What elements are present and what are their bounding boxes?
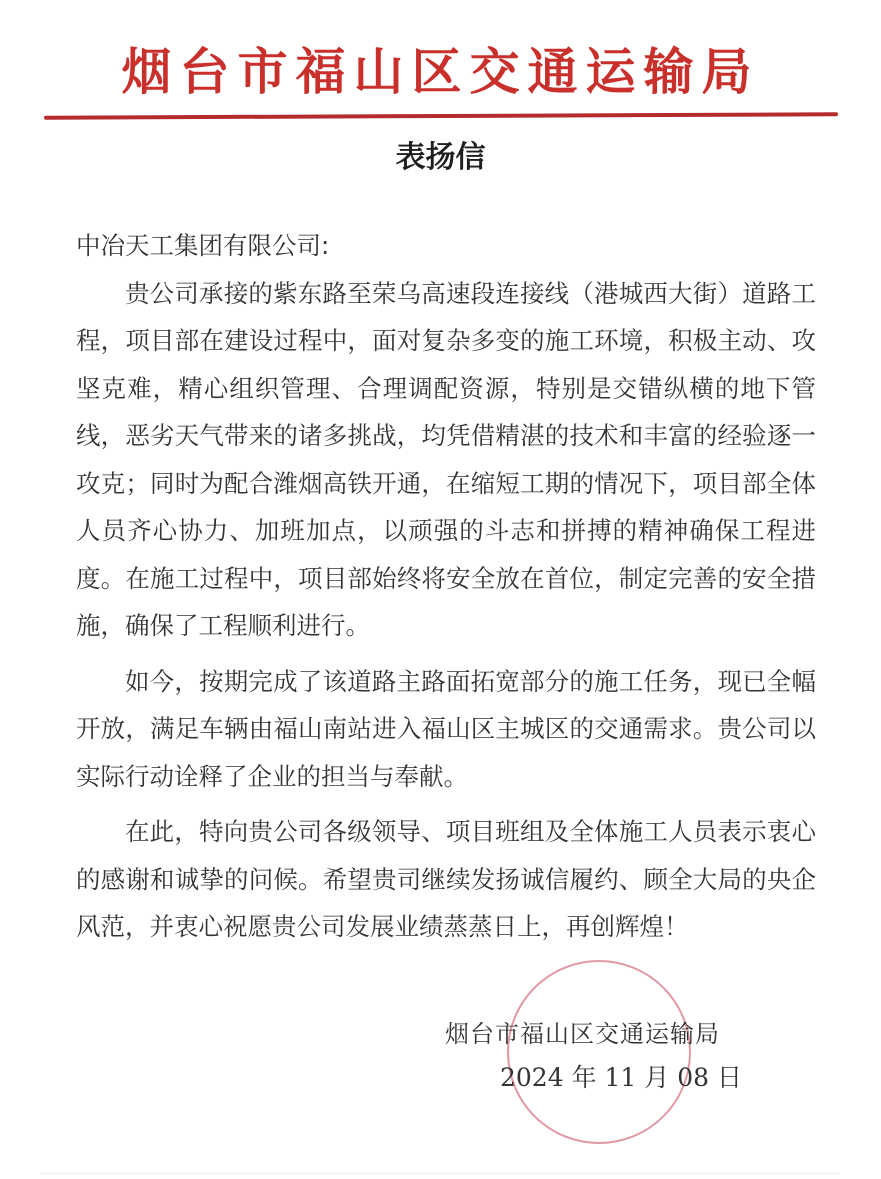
letter-body (76, 222, 816, 951)
salutation: 中冶天工集团有限公司: (76, 231, 330, 260)
letterhead-org-name: 烟台市福山区交通运输局 (121, 42, 760, 101)
signature-org-name: 烟台市福山区交通运输局 (445, 1020, 720, 1048)
paragraph-1: 贵公司承接的紫东路至荣乌高速段连接线（港城西大街）道路工程，项目部在建设过程中，面对复杂多变的施工环境，积极主动、攻坚克难，精心组织管理、合理调配资源，特别是交错纵横的地下管线，恶劣天气带来的诸多挑战，均凭借精湛的技术和丰富的经验逐一攻克；同时为配合潍烟高铁开通，在缩短工期的情况下，项目部全体人员齐心协力、加班加点，以顽强的斗志和拼搏的精神确保工程进度。在施工过程中，项目部始终将安全放在首位，制定完善的安全措施，确保了工程顺利进行。 (76, 278, 816, 640)
letterhead-red-rule (44, 112, 838, 119)
document-title: 表扬信 (395, 140, 486, 175)
signature-block (445, 1012, 742, 1100)
paragraph-2: 如今，按期完成了该道路主路面拓宽部分的施工任务，现已全幅开放，满足车辆由福山南站进入福山区主城区的交通需求。贵公司以实际行动诠释了企业的担当与奉献。 (76, 666, 816, 791)
paragraph-3: 在此，特向贵公司各级领导、项目班组及全体施工人员表示衷心的感谢和诚挚的问候。希望贵司继续发扬诚信履约、顾全大局的央企风范，并衷心祝愿贵公司发展业绩蒸蒸日上，再创辉煌！ (76, 817, 816, 941)
signature-date: 2024 年 11 月 08 日 (500, 1063, 742, 1092)
page-bottom-edge (40, 1173, 840, 1174)
